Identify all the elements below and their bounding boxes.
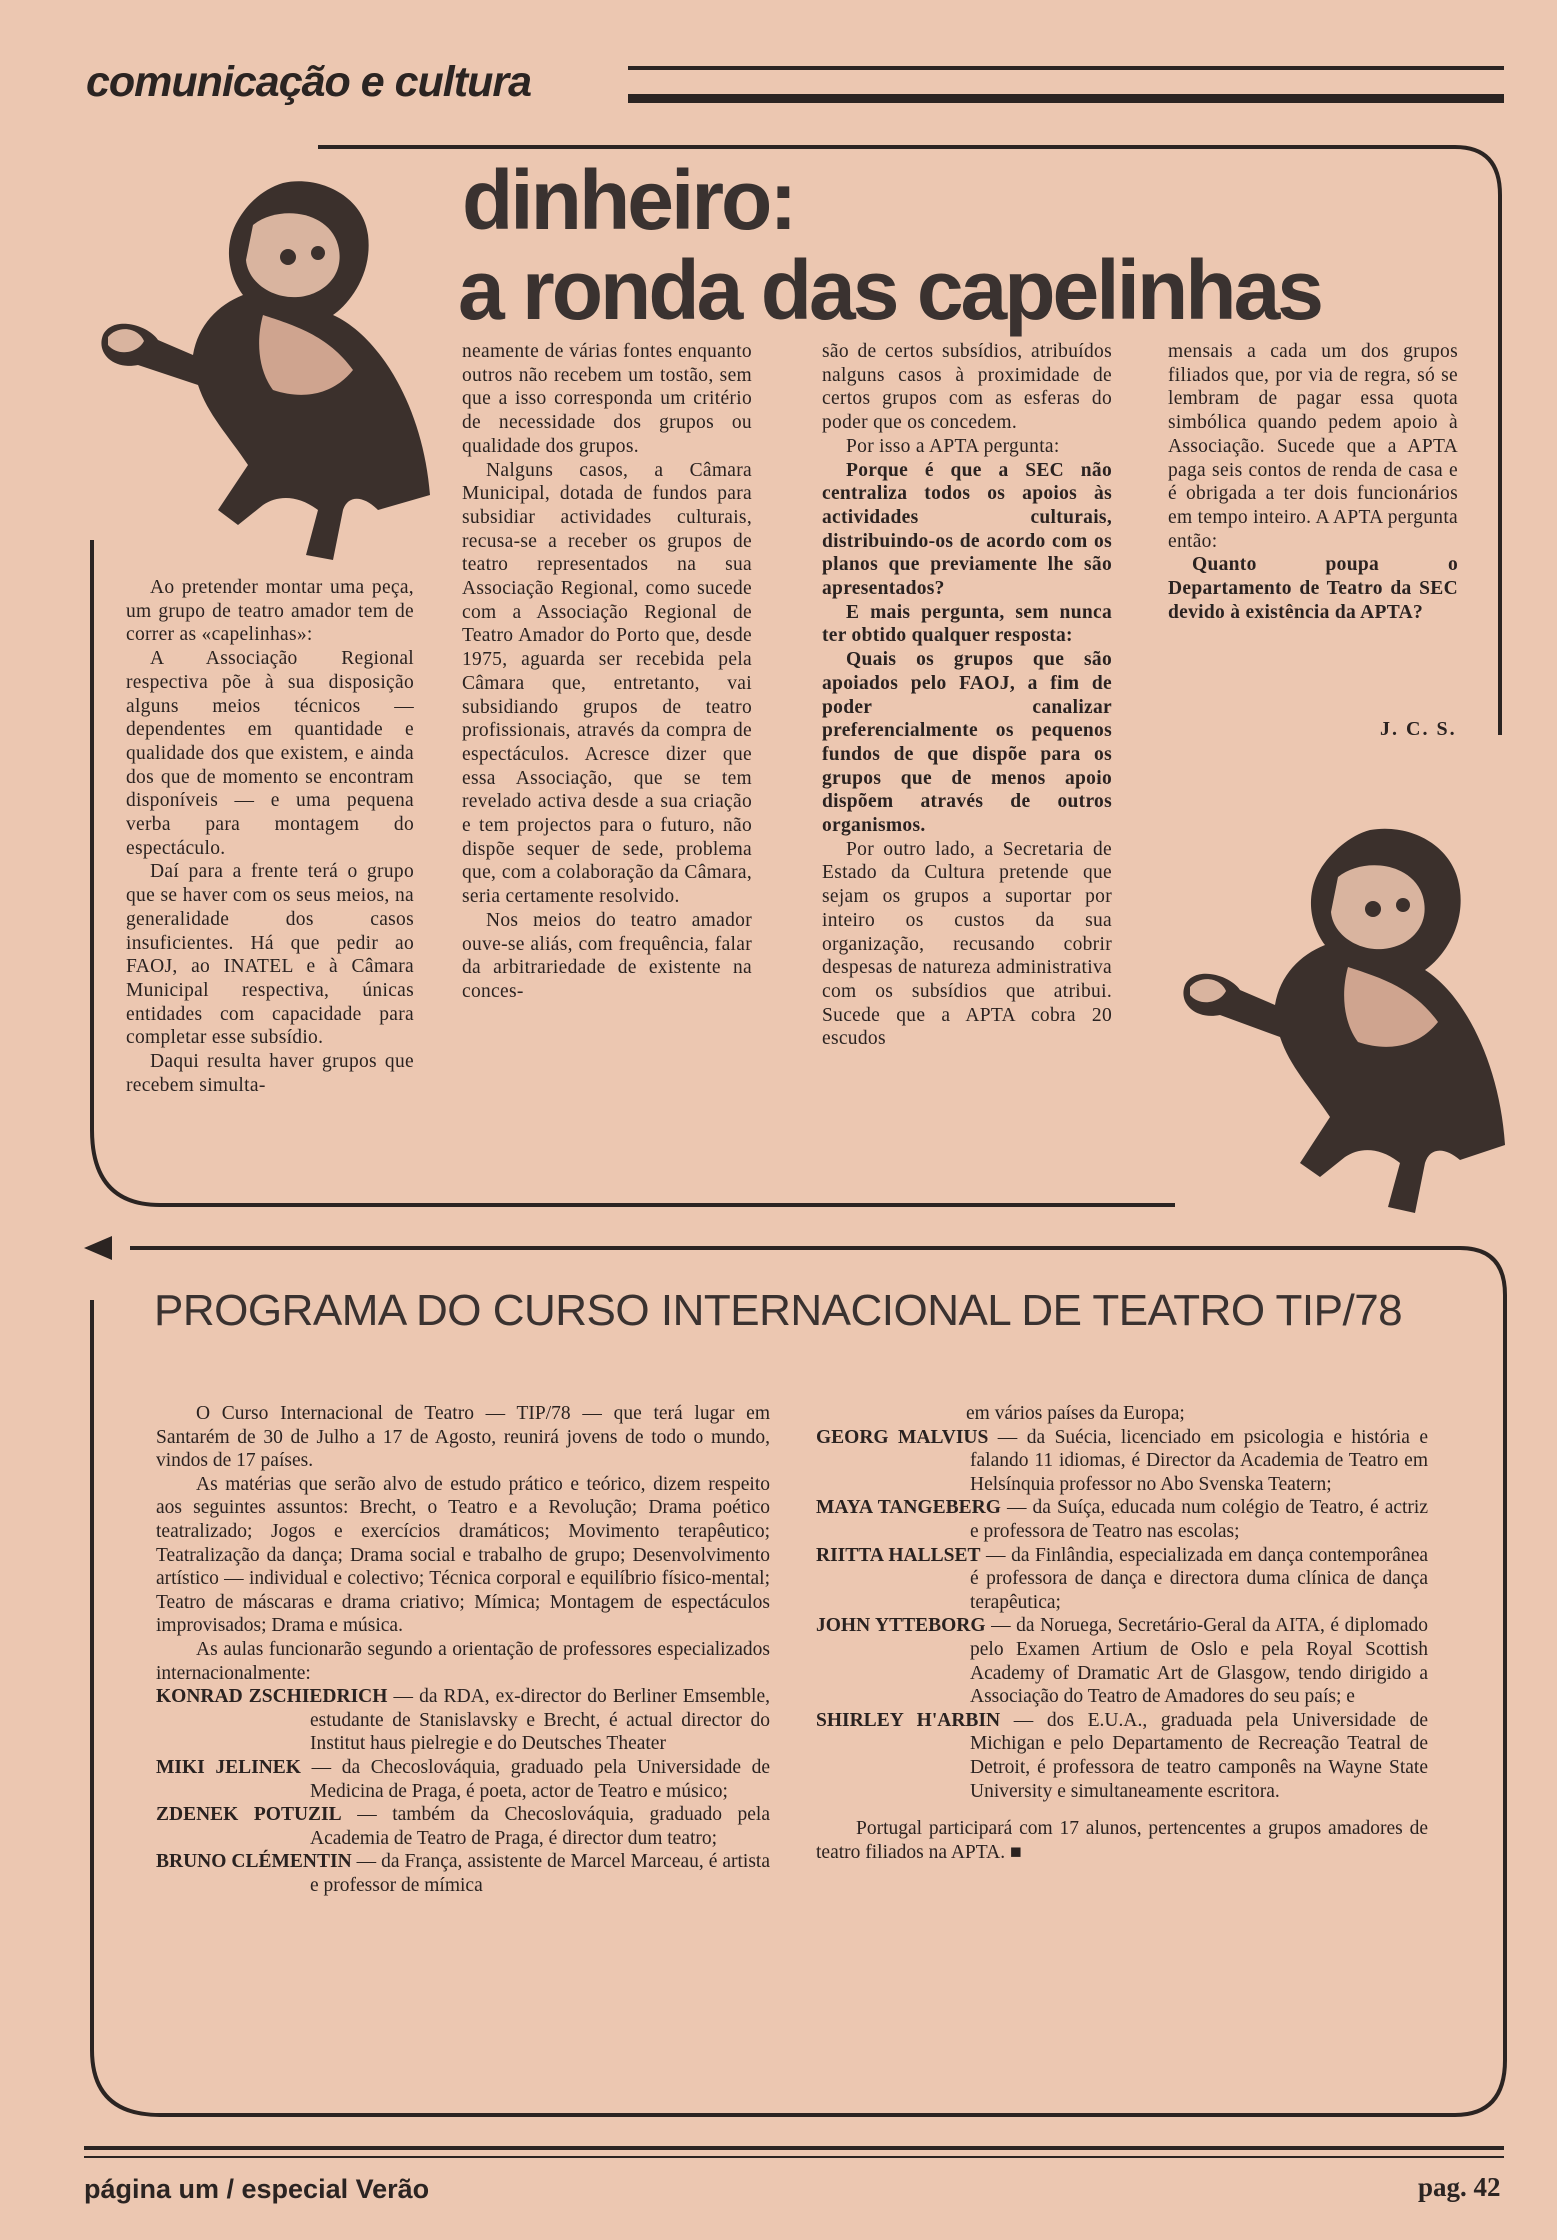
- teacher-name: MAYA TANGEBERG: [816, 1497, 1001, 1519]
- teacher-name: GEORG MALVIUS: [816, 1426, 989, 1448]
- teacher-entry: [816, 1544, 1428, 1615]
- programa-column-right: [816, 1402, 1428, 1864]
- teacher-desc: — da Noruega, Secretário-Geral da AITA, é diplomado pelo Examen Artium de Oslo e pela Royal Scottish Academy of Dramatic Art de Glasgow, tendo dirigido a Associação do Teatro de Amadores do seu país; e: [970, 1615, 1428, 1708]
- teacher-name: ZDENEK POTUZIL: [156, 1804, 342, 1826]
- teacher-desc: — da Checoslováquia, graduado pela Universidade de Medicina de Praga, é poeta, actor de Teatro e músico;: [310, 1756, 771, 1802]
- article-headline-line2: a ronda das capelinhas: [458, 243, 1322, 337]
- teacher-desc: — da Suíça, educada num colégio de Teatro, é actriz e professora de Teatro nas escolas;: [970, 1497, 1429, 1542]
- question-paragraph: E mais pergunta, sem nunca ter obtido qualquer resposta:: [822, 601, 1112, 647]
- teacher-desc: — também da Checoslováquia, graduado pela Academia de Teatro de Praga, é director dum teatro;: [310, 1804, 770, 1849]
- teacher-entry: [156, 1756, 770, 1803]
- section-title: comunicação e cultura: [86, 58, 531, 106]
- teacher-entry: [156, 1803, 770, 1850]
- teacher-name: BRUNO CLÉMENTIN: [156, 1851, 352, 1873]
- article-column-4: [1168, 340, 1458, 624]
- article-column-3: [822, 340, 1112, 1051]
- paragraph: são de certos subsídios, atribuídos nalguns casos à proximidade de certos grupos com as esferas do poder que os concedem.: [822, 341, 1112, 434]
- teacher-entry: [156, 1685, 770, 1756]
- footer-rule-bottom: [84, 2156, 1504, 2158]
- programa-aulas: As aulas funcionarão segundo a orientação de professores especializados internacionalmente:: [156, 1638, 770, 1684]
- programa-title: PROGRAMA DO CURSO INTERNACIONAL DE TEATRO TIP/78: [154, 1286, 1403, 1335]
- question-paragraph: Quais os grupos que são apoiados pelo FAOJ, a fim de poder canalizar preferencialmente os pequenos fundos de que dispõe para os grupos que de menos apoio dispõem através de outros organismos.: [822, 649, 1112, 837]
- paragraph: A Associação Regional respectiva põe à sua disposição alguns meios técnicos — dependentes em quantidade e qualidade dos que existem, e ainda dos que de momento se encontram disponíveis — e uma pequena verba para montagem do espectáculo.: [126, 648, 414, 859]
- article-column-1: [126, 576, 414, 1097]
- teacher-desc: — da Finlândia, especializada em dança contemporânea é professora de dança e directora duma clínica de dança terapêutica;: [970, 1544, 1429, 1613]
- masked-figure-illustration-2: [1160, 815, 1510, 1215]
- teacher-name: SHIRLEY H'ARBIN: [816, 1709, 1001, 1731]
- question-paragraph: Porque é que a SEC não centraliza todos os apoios às actividades culturais, distribuindo-os de acordo com os planos que previamente lhe são apresentados?: [822, 459, 1112, 600]
- programa-materias: As matérias que serão alvo de estudo prático e teórico, dizem respeito aos seguintes assuntos: Brecht, o Teatro e a Revolução; Drama poético teatralizado; Jogos e exercícios dramáticos; Movimento terapêutico; Teatralização da dança; Drama social e trabalho de grupo; Desenvolvimento artístico — individual e colectivo; Técnica corporal e equilíbrio físico-mental; Teatro de máscaras e drama criativo; Mímica; Montagem de espectáculos improvisados; Drama e música.: [156, 1473, 770, 1637]
- paragraph: Nalguns casos, a Câmara Municipal, dotada de fundos para subsidiar actividades culturais, recusa-se a receber os grupos de teatro representados na sua Associação Regional, como sucede com a Associação Regional de Teatro Amador do Porto que, desde 1975, aguarda ser recebida pela Câmara que, entretanto, vai subsidiando grupos de teatro profissionais, através da compra de espectáculos. Acresce dizer que essa Associação, que se tem revelado activa desde a sua criação e tem projectos para o futuro, não dispõe sequer de sede, problema que, com a colaboração da Câmara, seria certamente resolvido.: [462, 459, 752, 908]
- teacher-desc: — dos E.U.A., graduada pela Universidade de Michigan e pelo Departamento de Recreação Teatral de Detroit, é professora de teatro camponês na Wayne State University e simultaneamente escritora.: [970, 1709, 1429, 1802]
- programa-closing: Portugal participará com 17 alunos, pertencentes a grupos amadores de teatro filiados na APTA. ■: [816, 1818, 1428, 1863]
- paragraph: Por outro lado, a Secretaria de Estado da Cultura pretende que sejam os grupos a suportar por inteiro os custos da sua organização, recusando cobrir despesas de natureza administrativa com os subsídios que atribui. Sucede que a APTA cobra 20 escudos: [822, 838, 1112, 1050]
- teacher-desc: — da RDA, ex-director do Berliner Emsemble, estudante de Stanislavsky e Brecht, é actual director do Institut haus pielregie e do Deutsches Theater: [310, 1686, 770, 1755]
- teacher-entry: [816, 1426, 1428, 1497]
- programa-column-left: [156, 1402, 770, 1897]
- teacher-entry: [816, 1496, 1428, 1543]
- paragraph: Por isso a APTA pergunta:: [846, 435, 1060, 457]
- teacher-desc: — da França, assistente de Marcel Marceau, é artista e professor de mímica: [310, 1851, 771, 1896]
- teacher-name: MIKI JELINEK: [156, 1756, 301, 1778]
- article-signature: J. C. S.: [1380, 718, 1457, 740]
- programa-right-lead: em vários países da Europa;: [966, 1403, 1185, 1424]
- question-paragraph: Quanto poupa o Departamento de Teatro da SEC devido à existência da APTA?: [1168, 554, 1458, 623]
- footer-page-number: pag. 42: [1418, 2172, 1501, 2202]
- masked-figure-illustration: [78, 165, 438, 560]
- paragraph: Daí para a frente terá o grupo que se haver com os seus meios, na generalidade dos casos insuficientes. Há que pedir ao FAOJ, ao INATEL e à Câmara Municipal respectiva, únicas entidades com capacidade para completar esse subsídio.: [126, 861, 414, 1049]
- teacher-entry: [156, 1850, 770, 1897]
- teacher-name: JOHN YTTEBORG: [816, 1615, 986, 1637]
- article-headline-line1: dinheiro:: [462, 153, 795, 247]
- programa-intro: O Curso Internacional de Teatro — TIP/78 — que terá lugar em Santarém de 30 de Julho a 17 de Agosto, reunirá jovens de todo o mundo, vindos de 17 países.: [156, 1403, 770, 1472]
- footer-rule-top: [84, 2146, 1504, 2150]
- paragraph: mensais a cada um dos grupos filiados que, por via de regra, só se lembram de pagar essa quota simbólica quando pedem apoio à Associação. Sucede que a APTA paga seis contos de renda de casa e é obrigada a ter dois funcionários em tempo inteiro. A APTA pergunta então:: [1168, 341, 1458, 552]
- paragraph: Ao pretender montar uma peça, um grupo de teatro amador tem de correr as «capelinhas»:: [126, 577, 414, 646]
- teacher-entry: [816, 1614, 1428, 1708]
- teacher-entry: [816, 1709, 1428, 1803]
- teacher-name: RIITTA HALLSET: [816, 1544, 981, 1566]
- teacher-desc: — da Suécia, licenciado em psicologia e história e falando 11 idiomas, é Director da Academia de Teatro em Helsínquia professor no Abo Svenska Teatern;: [970, 1426, 1429, 1495]
- paragraph: Nos meios do teatro amador ouve-se aliás, com frequência, falar da arbitrariedade de existente na conces-: [462, 909, 752, 1002]
- teacher-name: KONRAD ZSCHIEDRICH: [156, 1686, 388, 1708]
- footer-publication: página um / especial Verão: [84, 2174, 430, 2204]
- article-column-2: [462, 340, 752, 1004]
- paragraph: Daqui resulta haver grupos que recebem simulta-: [126, 1051, 414, 1096]
- paragraph: neamente de várias fontes enquanto outros não recebem um tostão, sem que a isso corresponda um critério de necessidade dos grupos ou qualidade dos grupos.: [462, 341, 752, 457]
